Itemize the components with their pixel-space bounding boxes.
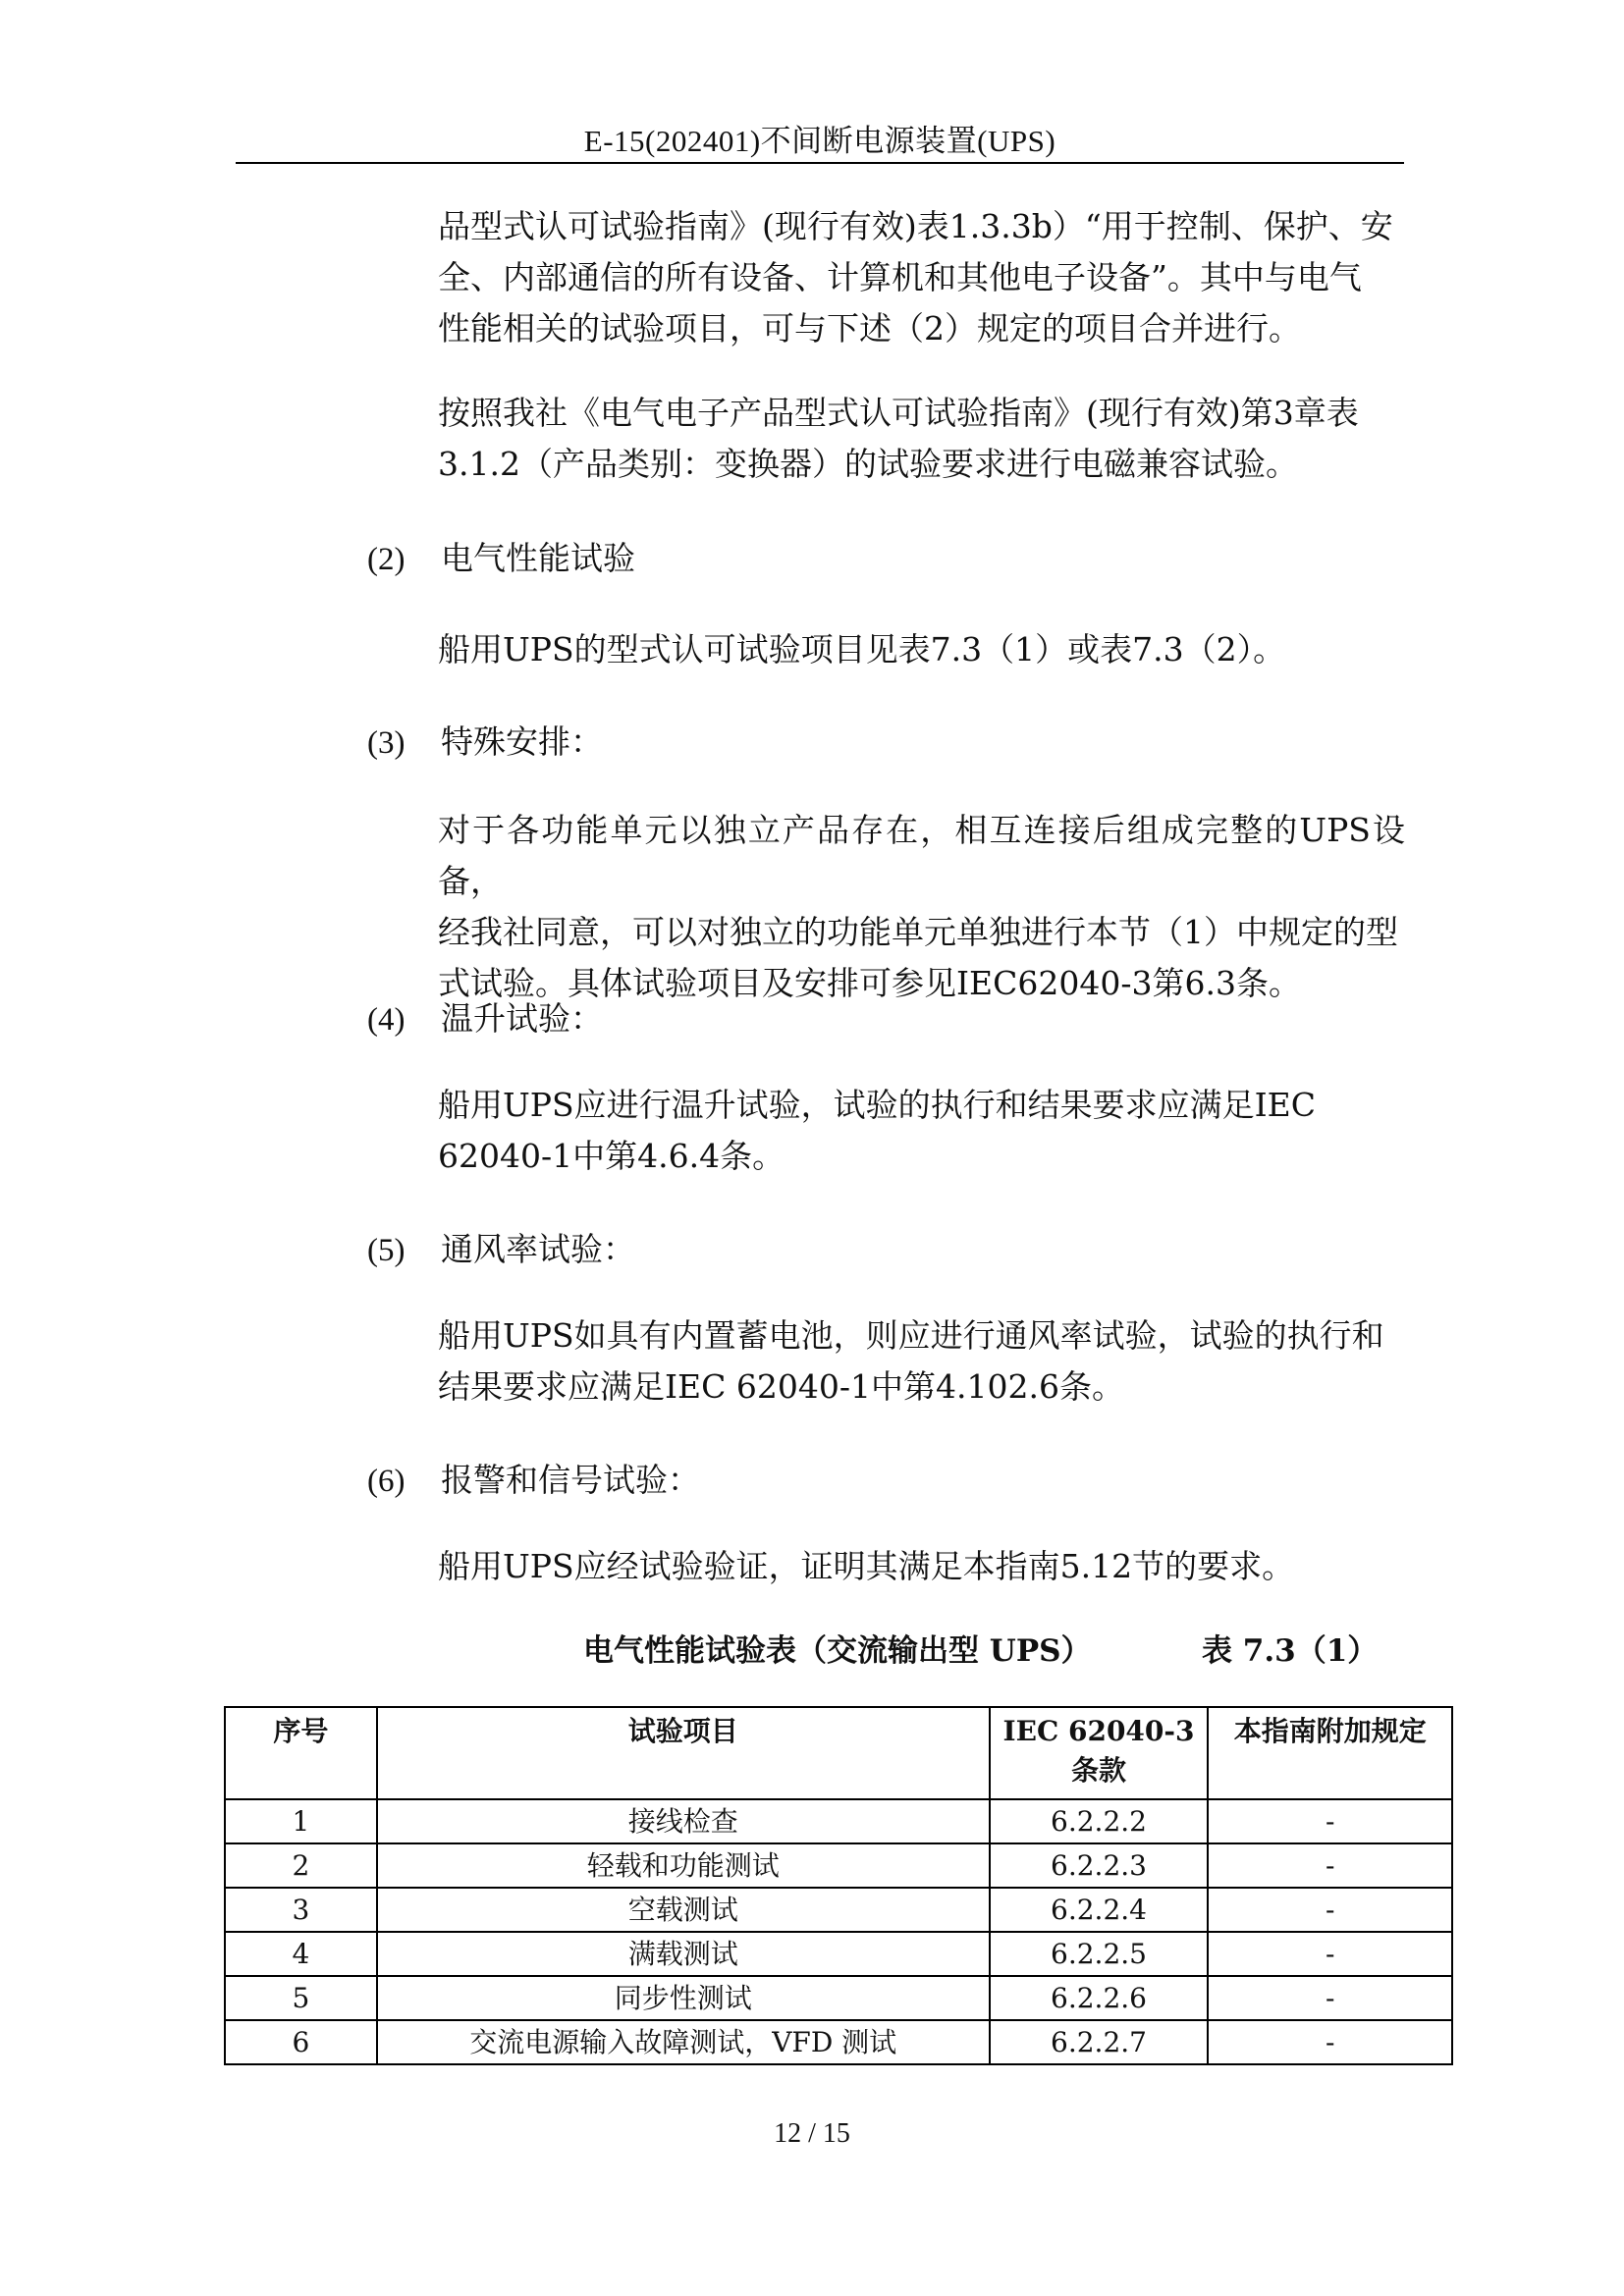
paragraph-4 [438,805,1405,1009]
paragraph-line: 对于各功能单元以独立产品存在，相互连接后组成完整的UPS设备， [438,811,1405,900]
table-row [225,1888,1452,1932]
paragraph-line: 按照我社《电气电子产品型式认可试验指南》(现行有效)第3章表 [438,394,1359,432]
header-rule [236,162,1404,164]
paragraph-line: 62040-1中第4.6.4条。 [438,1137,785,1175]
cell-extra: - [1208,1799,1452,1843]
paragraph-line: 船用UPS如具有内置蓄电池，则应进行通风率试验，试验的执行和 [438,1316,1384,1355]
cell-clause: 6.2.2.6 [990,1976,1209,2020]
item-title: 通风率试验： [441,1230,635,1268]
table-row [225,1843,1452,1888]
section-item-3 [367,717,603,769]
paragraph-3 [438,624,1405,675]
item-number: (6) [367,1464,406,1499]
item-number: (4) [367,1002,406,1038]
paragraph-6 [438,1310,1405,1413]
header-cell-clause: IEC 62040-3 条款 [990,1707,1209,1799]
paragraph-line: 船用UPS的型式认可试验项目见表7.3（1）或表7.3（2）。 [438,630,1286,668]
table-row [225,1799,1452,1843]
cell-no: 3 [225,1888,377,1932]
header-cell-no: 序号 [225,1707,377,1799]
item-title: 报警和信号试验： [441,1461,700,1499]
table-row [225,1932,1452,1976]
cell-extra: - [1208,1976,1452,2020]
item-number: (2) [367,542,406,577]
paragraph-line: 式试验。具体试验项目及安排可参见IEC62040-3第6.3条。 [438,964,1301,1002]
paragraph-line: 品型式认可试验指南》(现行有效)表1.3.3b）“用于控制、保护、安 [438,207,1393,245]
table-caption: 电气性能试验表（交流输出型 UPS） [583,1633,1092,1669]
item-number: (5) [367,1233,406,1268]
cell-extra: - [1208,1932,1452,1976]
cell-item: 交流电源输入故障测试，VFD 测试 [377,2020,990,2064]
cell-item: 轻载和功能测试 [377,1843,990,1888]
page-header: E-15(202401)不间断电源装置(UPS) [583,124,1056,158]
paragraph-line: 性能相关的试验项目，可与下述（2）规定的项目合并进行。 [438,309,1301,347]
test-items-table [224,1706,1453,2065]
cell-item: 同步性测试 [377,1976,990,2020]
cell-no: 1 [225,1799,377,1843]
cell-extra: - [1208,2020,1452,2064]
item-title: 特殊安排： [441,722,603,761]
header-cell-extra: 本指南附加规定 [1208,1707,1452,1799]
paragraph-line: 船用UPS应进行温升试验，试验的执行和结果要求应满足IEC [438,1086,1316,1124]
cell-extra: - [1208,1843,1452,1888]
section-item-2 [367,533,635,585]
cell-clause: 6.2.2.3 [990,1843,1209,1888]
cell-clause: 6.2.2.4 [990,1888,1209,1932]
table-row [225,2020,1452,2064]
header-cell-item: 试验项目 [377,1707,990,1799]
paragraph-7 [438,1541,1405,1592]
cell-item: 空载测试 [377,1888,990,1932]
table-row [225,1976,1452,2020]
cell-no: 2 [225,1843,377,1888]
cell-item: 接线检查 [377,1799,990,1843]
cell-clause: 6.2.2.7 [990,2020,1209,2064]
item-title: 温升试验： [441,999,603,1038]
cell-no: 6 [225,2020,377,2064]
item-number: (3) [367,725,406,761]
cell-extra: - [1208,1888,1452,1932]
paragraph-1 [438,201,1405,354]
paragraph-2 [438,388,1405,490]
cell-clause: 6.2.2.2 [990,1799,1209,1843]
paragraph-line: 全、内部通信的所有设备、计算机和其他电子设备”。其中与电气 [438,258,1362,296]
cell-item: 满载测试 [377,1932,990,1976]
paragraph-5 [438,1080,1405,1182]
section-item-5 [367,1224,635,1276]
paragraph-line: 结果要求应满足IEC 62040-1中第4.102.6条。 [438,1367,1124,1406]
section-item-6 [367,1455,700,1507]
cell-no: 5 [225,1976,377,2020]
item-title: 电气性能试验 [441,539,635,577]
paragraph-line: 经我社同意，可以对独立的功能单元单独进行本节（1）中规定的型 [438,913,1398,951]
cell-clause: 6.2.2.5 [990,1932,1209,1976]
table-header-row [225,1707,1452,1799]
paragraph-line: 船用UPS应经试验验证，证明其满足本指南5.12节的要求。 [438,1547,1295,1585]
section-item-4 [367,993,603,1045]
page-number: 12 / 15 [774,2118,850,2149]
paragraph-line: 3.1.2（产品类别：变换器）的试验要求进行电磁兼容试验。 [438,445,1298,483]
table-number: 表 7.3（1） [1202,1633,1379,1669]
cell-no: 4 [225,1932,377,1976]
